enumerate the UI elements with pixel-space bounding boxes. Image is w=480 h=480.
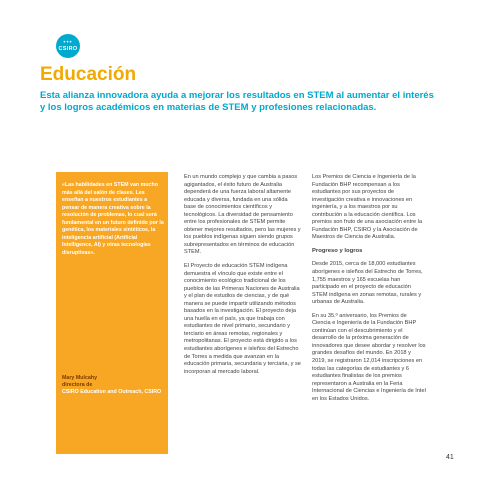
page-title: Educación — [40, 64, 137, 85]
logo-text: CSIRO — [58, 45, 78, 52]
logo-dots-icon: ••• — [63, 39, 73, 46]
quote-text: «Las habilidades en STEM van mucho más allá del salón de clases. Les enseñan a nuestros estudiantes a pensar de manera creativa sobre la resolución de problemas, lo cual será fundamental en un futuro definido por la genética, los materiales sintéticos, la inteligencia artificial (Artificial Intelligence, AI) y otras tecnologías disruptivas». — [62, 182, 164, 256]
quote-author-name: Mary Mulcahy — [62, 375, 98, 381]
quote-author-org: CSIRO Education and Outreach, CSIRO — [62, 389, 162, 396]
paragraph: Desde 2015, cerca de 18,000 estudiantes aborígenes e isleños del Estrecho de Torres, 1,755 maestros y 165 escuelas han participado en el proyecto de educación STEM indígena en zonas remotas, rurales y urbanas de Australia. — [312, 261, 423, 306]
page-number: 41 — [446, 454, 454, 461]
section-heading: Progreso y logros — [312, 247, 363, 254]
paragraph: El Proyecto de educación STEM indígena demuestra el vínculo que existe entre el conocimiento ecológico tradicional de los pueblos de las Primeras Naciones de Australia y el plan de estudios de ciencias, y de qué manera se puede impartir utilizando métodos basados en la investigación. El proyecto deja una huella en el país, ya que trabaja con estudiantes de nivel primario, secundario y terciario en áreas remotas, regionales y metropolitanas. El proyecto está dirigido a los estudiantes aborígenes e isleños del Estrecho de Torres a medida que avanzan en la educación primaria, secundaria y terciaria, y se incorporan al mercado laboral. — [184, 263, 301, 375]
paragraph: Los Premios de Ciencia e Ingeniería de la Fundación BHP recompensan a los estudiantes por sus proyectos de investigación creativa e innovaciones en ingeniería, y a los maestros por su contribución a la educación científica. Los premios son fruto de una asociación entre la Fundación BHP, CSIRO y la Asociación de Maestros de Ciencia de Australia. — [312, 174, 423, 241]
page-subtitle: Esta alianza innovadora ayuda a mejorar los resultados en STEM al aumentar el interés y los logros académicos en materias de STEM y profesiones relacionadas. — [40, 90, 434, 113]
csiro-logo — [56, 34, 80, 58]
paragraph: En un mundo complejo y que cambia a pasos agigantados, el éxito futuro de Australia dependerá de una fuerza laboral altamente educada y diversa, fundada en una sólida base de conocimientos científicos y tecnológicos. La diversidad de pensamiento entre los profesionales de STEM permite obtener mejores resultados, pero las mujeres y los pueblos indígenas siguen siendo grupos subrepresentados en términos de educación STEM. — [184, 174, 301, 256]
column-middle — [184, 174, 301, 382]
quote-panel — [56, 172, 168, 454]
quote-attribution — [62, 375, 166, 397]
quote-author-role: directora de — [62, 382, 93, 389]
column-right — [312, 174, 426, 409]
paragraph: En su 35.º aniversario, los Premios de Ciencia e Ingeniería de la Fundación BHP continúan con el descubrimiento y el desarrollo de la próxima generación de innovadores que desee abordar y resolver los grandes desafíos del mundo. En 2018 y 2019, se registraron 12,014 inscripciones en todas las categorías de estudiantes y 6 estudiantes finalistas de los premios representaron a Australia en la Feria Internacional de Ciencias e Ingeniería de Intel en los Estados Unidos. — [312, 312, 426, 402]
